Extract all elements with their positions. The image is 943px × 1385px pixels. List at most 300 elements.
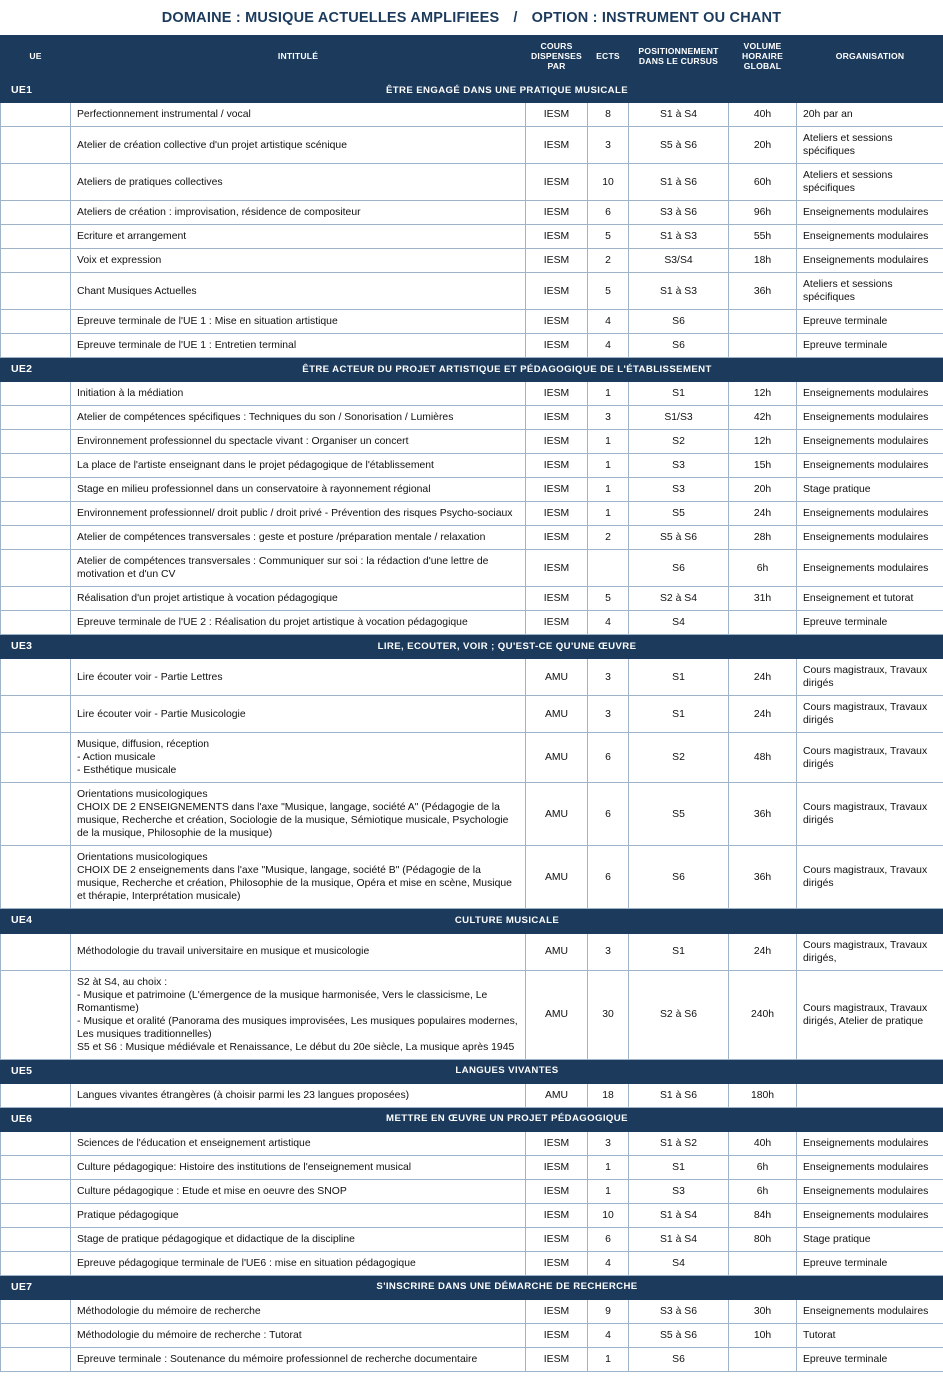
cell-ects: 9 (588, 1299, 629, 1323)
cell-organisation: Cours magistraux, Travaux dirigés (797, 783, 943, 846)
cell-dispense: IESM (526, 454, 588, 478)
row-ue-spacer (1, 127, 71, 164)
cell-organisation: Enseignements modulaires (797, 1299, 943, 1323)
cell-organisation: Enseignement et tutorat (797, 587, 943, 611)
cell-intitule: Epreuve terminale de l'UE 1 : Mise en situation artistique (71, 310, 526, 334)
ue-group-title: CULTURE MUSICALE (71, 909, 943, 933)
cell-organisation: Enseignements modulaires (797, 382, 943, 406)
cell-volume: 15h (729, 454, 797, 478)
cell-ects: 2 (588, 249, 629, 273)
ue-group-title: LIRE, ECOUTER, VOIR ; QU'EST-CE QU'UNE ŒUVRE (71, 635, 943, 659)
cell-intitule: Musique, diffusion, réception - Action musicale - Esthétique musicale (71, 733, 526, 783)
curriculum-table (0, 35, 943, 1372)
cell-ects: 1 (588, 430, 629, 454)
cell-position: S3 (629, 478, 729, 502)
cell-intitule: Culture pédagogique: Histoire des institutions de l'enseignement musical (71, 1155, 526, 1179)
cell-organisation: Enseignements modulaires (797, 1131, 943, 1155)
cell-position: S1 (629, 382, 729, 406)
ue-group-title: ÊTRE ACTEUR DU PROJET ARTISTIQUE ET PÉDAGOGIQUE DE L'ÉTABLISSEMENT (71, 358, 943, 382)
cell-intitule: Orientations musicologiques CHOIX DE 2 ENSEIGNEMENTS dans l'axe "Musique, langage, société A" (Pédagogie de la musique, Recherche et création, Sociologie de la musique, Sémiotique musicale, Psychologie de la musique, Philosophie de la musique) (71, 783, 526, 846)
cell-dispense: IESM (526, 225, 588, 249)
cell-position: S1/S3 (629, 406, 729, 430)
row-ue-spacer (1, 526, 71, 550)
cell-ects: 1 (588, 502, 629, 526)
cell-intitule: Pratique pédagogique (71, 1203, 526, 1227)
row-ue-spacer (1, 1299, 71, 1323)
table-row (1, 659, 943, 696)
cell-intitule: Perfectionnement instrumental / vocal (71, 103, 526, 127)
ue-group-row (1, 635, 943, 659)
cell-intitule: Ateliers de création : improvisation, résidence de compositeur (71, 201, 526, 225)
cell-volume (729, 1347, 797, 1371)
row-ue-spacer (1, 225, 71, 249)
cell-intitule: Lire écouter voir - Partie Musicologie (71, 696, 526, 733)
cell-dispense: AMU (526, 1083, 588, 1107)
cell-volume (729, 611, 797, 635)
cell-position: S1 à S4 (629, 103, 729, 127)
cell-intitule: Atelier de compétences transversales : geste et posture /préparation mentale / relaxation (71, 526, 526, 550)
table-row (1, 733, 943, 783)
row-ue-spacer (1, 933, 71, 970)
cell-ects: 1 (588, 454, 629, 478)
cell-volume: 36h (729, 846, 797, 909)
cell-organisation: Cours magistraux, Travaux dirigés, Atelier de pratique (797, 970, 943, 1059)
cell-position: S1 (629, 1155, 729, 1179)
table-row (1, 406, 943, 430)
cell-dispense: IESM (526, 1155, 588, 1179)
row-ue-spacer (1, 1251, 71, 1275)
ue-group-code: UE6 (1, 1107, 71, 1131)
table-row (1, 249, 943, 273)
cell-ects: 6 (588, 783, 629, 846)
row-ue-spacer (1, 103, 71, 127)
cell-organisation: Epreuve terminale (797, 1251, 943, 1275)
cell-organisation: Ateliers et sessions spécifiques (797, 127, 943, 164)
row-ue-spacer (1, 430, 71, 454)
ue-group-title: S'INSCRIRE DANS UNE DÉMARCHE DE RECHERCHE (71, 1275, 943, 1299)
cell-dispense: IESM (526, 1131, 588, 1155)
cell-organisation: Stage pratique (797, 1227, 943, 1251)
cell-ects: 5 (588, 273, 629, 310)
cell-ects: 4 (588, 1323, 629, 1347)
cell-organisation: 20h par an (797, 103, 943, 127)
cell-position: S1 à S6 (629, 1083, 729, 1107)
cell-organisation: Epreuve terminale (797, 611, 943, 635)
table-row (1, 1083, 943, 1107)
cell-intitule: Atelier de création collective d'un projet artistique scénique (71, 127, 526, 164)
column-header-position (629, 36, 729, 79)
cell-intitule: Langues vivantes étrangères (à choisir parmi les 23 langues proposées) (71, 1083, 526, 1107)
cell-dispense: IESM (526, 430, 588, 454)
cell-volume: 96h (729, 201, 797, 225)
cell-intitule: Voix et expression (71, 249, 526, 273)
cell-ects: 10 (588, 164, 629, 201)
cell-dispense: IESM (526, 1299, 588, 1323)
ue-group-title: ÊTRE ENGAGÉ DANS UNE PRATIQUE MUSICALE (71, 79, 943, 103)
cell-volume: 42h (729, 406, 797, 430)
ue-group-title: METTRE EN ŒUVRE UN PROJET PÉDAGOGIQUE (71, 1107, 943, 1131)
row-ue-spacer (1, 1179, 71, 1203)
cell-volume: 48h (729, 733, 797, 783)
cell-ects: 5 (588, 225, 629, 249)
table-row (1, 696, 943, 733)
cell-position: S5 (629, 502, 729, 526)
column-header-organisation: ORGANISATION (797, 36, 943, 79)
table-row (1, 933, 943, 970)
cell-organisation: Tutorat (797, 1323, 943, 1347)
cell-organisation: Enseignements modulaires (797, 454, 943, 478)
row-ue-spacer (1, 478, 71, 502)
cell-position: S5 à S6 (629, 526, 729, 550)
table-row (1, 430, 943, 454)
cell-ects: 3 (588, 933, 629, 970)
cell-position: S1 à S6 (629, 164, 729, 201)
cell-position: S1 à S2 (629, 1131, 729, 1155)
cell-position: S6 (629, 334, 729, 358)
table-row (1, 550, 943, 587)
cell-intitule: Atelier de compétences transversales : Communiquer sur soi : la rédaction d'une lettre de motivation et d'un CV (71, 550, 526, 587)
cell-position: S3/S4 (629, 249, 729, 273)
cell-volume: 24h (729, 933, 797, 970)
cell-dispense: IESM (526, 526, 588, 550)
cell-dispense: IESM (526, 611, 588, 635)
cell-intitule: Orientations musicologiques CHOIX DE 2 enseignements dans l'axe "Musique, langage, société B" (Pédagogie de la musique, Recherche et création, Philosophie de la musique, Opéra et mise en scène, Musique et thérapie, Interprétation musicale) (71, 846, 526, 909)
cell-ects: 1 (588, 478, 629, 502)
ue-group-code: UE1 (1, 79, 71, 103)
table-row (1, 1299, 943, 1323)
cell-volume: 12h (729, 430, 797, 454)
cell-organisation: Enseignements modulaires (797, 249, 943, 273)
cell-dispense: IESM (526, 587, 588, 611)
cell-dispense: IESM (526, 273, 588, 310)
cell-ects: 4 (588, 334, 629, 358)
cell-intitule: Méthodologie du mémoire de recherche (71, 1299, 526, 1323)
row-ue-spacer (1, 970, 71, 1059)
cell-dispense: IESM (526, 502, 588, 526)
row-ue-spacer (1, 310, 71, 334)
cell-position: S2 à S6 (629, 970, 729, 1059)
table-body (1, 79, 943, 1372)
ue-group-row (1, 1275, 943, 1299)
cell-dispense: IESM (526, 127, 588, 164)
cell-intitule: S2 àt S4, au choix : - Musique et patrimoine (L'émergence de la musique harmonisée, Vers le classicisme, Le Romantisme) - Musique et oralité (Panorama des musiques improvisées, Les musiques populaires modernes, Les musiques traditionnelles) S5 et S6 : Musique médiévale et Renaissance, Le début du 20e siècle, La musique après 1945 (71, 970, 526, 1059)
cell-intitule: Lire écouter voir - Partie Lettres (71, 659, 526, 696)
cell-dispense: IESM (526, 310, 588, 334)
cell-ects: 3 (588, 1131, 629, 1155)
cell-organisation: Cours magistraux, Travaux dirigés (797, 733, 943, 783)
table-header-row (1, 36, 943, 79)
column-header-volume-line1: VOLUME (743, 41, 782, 52)
cell-dispense: AMU (526, 846, 588, 909)
cell-volume: 20h (729, 127, 797, 164)
cell-organisation: Cours magistraux, Travaux dirigés (797, 659, 943, 696)
column-header-dispense-line3: PAR (547, 61, 566, 72)
cell-volume (729, 310, 797, 334)
cell-organisation: Enseignements modulaires (797, 502, 943, 526)
cell-organisation: Enseignements modulaires (797, 1179, 943, 1203)
table-head (1, 36, 943, 79)
cell-organisation: Ateliers et sessions spécifiques (797, 273, 943, 310)
cell-intitule: Environnement professionnel du spectacle vivant : Organiser un concert (71, 430, 526, 454)
cell-ects: 30 (588, 970, 629, 1059)
cell-position: S1 à S4 (629, 1203, 729, 1227)
cell-position: S6 (629, 310, 729, 334)
cell-volume: 24h (729, 502, 797, 526)
cell-dispense: AMU (526, 733, 588, 783)
row-ue-spacer (1, 502, 71, 526)
cell-intitule: Méthodologie du mémoire de recherche : Tutorat (71, 1323, 526, 1347)
row-ue-spacer (1, 550, 71, 587)
cell-position: S1 (629, 659, 729, 696)
column-header-ue: UE (1, 36, 71, 79)
row-ue-spacer (1, 164, 71, 201)
cell-volume: 40h (729, 1131, 797, 1155)
cell-position: S6 (629, 846, 729, 909)
cell-ects: 1 (588, 1155, 629, 1179)
ue-group-code: UE7 (1, 1275, 71, 1299)
cell-dispense: IESM (526, 1347, 588, 1371)
cell-organisation: Cours magistraux, Travaux dirigés (797, 846, 943, 909)
ue-group-row (1, 1059, 943, 1083)
table-row (1, 1347, 943, 1371)
cell-ects: 8 (588, 103, 629, 127)
row-ue-spacer (1, 406, 71, 430)
cell-intitule: Epreuve terminale de l'UE 1 : Entretien terminal (71, 334, 526, 358)
cell-volume: 6h (729, 550, 797, 587)
row-ue-spacer (1, 1155, 71, 1179)
column-header-ects: ECTS (588, 36, 629, 79)
row-ue-spacer (1, 611, 71, 635)
cell-dispense: AMU (526, 696, 588, 733)
cell-volume: 18h (729, 249, 797, 273)
cell-position: S6 (629, 1347, 729, 1371)
cell-volume: 30h (729, 1299, 797, 1323)
table-row (1, 1131, 943, 1155)
cell-dispense: IESM (526, 1203, 588, 1227)
cell-dispense: AMU (526, 970, 588, 1059)
cell-volume: 36h (729, 783, 797, 846)
cell-organisation: Stage pratique (797, 478, 943, 502)
cell-ects: 10 (588, 1203, 629, 1227)
column-header-dispense-line2: DISPENSES (531, 51, 582, 62)
column-header-intitule: INTITULÉ (71, 36, 526, 79)
cell-ects: 18 (588, 1083, 629, 1107)
cell-position: S2 à S4 (629, 587, 729, 611)
cell-organisation: Epreuve terminale (797, 310, 943, 334)
cell-volume: 36h (729, 273, 797, 310)
cell-dispense: AMU (526, 933, 588, 970)
cell-dispense: IESM (526, 164, 588, 201)
row-ue-spacer (1, 783, 71, 846)
table-row (1, 334, 943, 358)
cell-intitule: Epreuve terminale : Soutenance du mémoire professionnel de recherche documentaire (71, 1347, 526, 1371)
ue-group-code: UE2 (1, 358, 71, 382)
cell-intitule: Méthodologie du travail universitaire en musique et musicologie (71, 933, 526, 970)
cell-position: S2 (629, 733, 729, 783)
cell-ects: 3 (588, 659, 629, 696)
cell-organisation: Epreuve terminale (797, 1347, 943, 1371)
cell-position: S4 (629, 611, 729, 635)
row-ue-spacer (1, 273, 71, 310)
column-header-position-line2: DANS LE CURSUS (638, 56, 719, 67)
table-row (1, 587, 943, 611)
cell-position: S4 (629, 1251, 729, 1275)
table-row (1, 970, 943, 1059)
row-ue-spacer (1, 1347, 71, 1371)
row-ue-spacer (1, 733, 71, 783)
cell-volume: 12h (729, 382, 797, 406)
cell-volume: 180h (729, 1083, 797, 1107)
cell-intitule: Réalisation d'un projet artistique à vocation pédagogique (71, 587, 526, 611)
row-ue-spacer (1, 1227, 71, 1251)
cell-volume: 55h (729, 225, 797, 249)
cell-ects: 4 (588, 1251, 629, 1275)
cell-intitule: Initiation à la médiation (71, 382, 526, 406)
cell-organisation: Epreuve terminale (797, 334, 943, 358)
cell-ects: 6 (588, 733, 629, 783)
cell-volume: 40h (729, 103, 797, 127)
row-ue-spacer (1, 201, 71, 225)
table-row (1, 611, 943, 635)
table-row (1, 526, 943, 550)
cell-position: S3 à S6 (629, 201, 729, 225)
cell-ects: 3 (588, 127, 629, 164)
ue-group-row (1, 358, 943, 382)
page-title-domain: DOMAINE : MUSIQUE ACTUELLES AMPLIFIEES (161, 10, 500, 26)
cell-ects: 4 (588, 611, 629, 635)
cell-position: S1 (629, 933, 729, 970)
cell-volume (729, 334, 797, 358)
cell-intitule: Epreuve pédagogique terminale de l'UE6 : mise en situation pédagogique (71, 1251, 526, 1275)
ue-group-row (1, 909, 943, 933)
cell-organisation: Enseignements modulaires (797, 550, 943, 587)
ue-group-code: UE4 (1, 909, 71, 933)
table-row (1, 502, 943, 526)
row-ue-spacer (1, 1131, 71, 1155)
table-row (1, 103, 943, 127)
table-row (1, 273, 943, 310)
cell-ects: 1 (588, 1179, 629, 1203)
row-ue-spacer (1, 334, 71, 358)
cell-dispense: IESM (526, 406, 588, 430)
cell-dispense: AMU (526, 783, 588, 846)
row-ue-spacer (1, 1083, 71, 1107)
cell-position: S2 (629, 430, 729, 454)
table-row (1, 454, 943, 478)
table-row (1, 478, 943, 502)
cell-ects: 6 (588, 1227, 629, 1251)
row-ue-spacer (1, 454, 71, 478)
cell-position: S5 à S6 (629, 127, 729, 164)
table-row (1, 1203, 943, 1227)
cell-position: S1 à S4 (629, 1227, 729, 1251)
ue-group-row (1, 79, 943, 103)
cell-dispense: IESM (526, 1179, 588, 1203)
cell-position: S5 (629, 783, 729, 846)
cell-dispense: IESM (526, 478, 588, 502)
cell-volume: 24h (729, 696, 797, 733)
table-row (1, 846, 943, 909)
cell-volume: 80h (729, 1227, 797, 1251)
cell-ects: 3 (588, 696, 629, 733)
column-header-volume (729, 36, 797, 79)
ue-group-code: UE3 (1, 635, 71, 659)
cell-dispense: IESM (526, 550, 588, 587)
cell-intitule: Atelier de compétences spécifiques : Techniques du son / Sonorisation / Lumières (71, 406, 526, 430)
cell-dispense: AMU (526, 659, 588, 696)
cell-organisation: Enseignements modulaires (797, 1155, 943, 1179)
cell-organisation: Cours magistraux, Travaux dirigés, (797, 933, 943, 970)
cell-volume: 240h (729, 970, 797, 1059)
cell-organisation: Enseignements modulaires (797, 526, 943, 550)
column-header-position-line1: POSITIONNEMENT (638, 46, 719, 57)
cell-organisation: Enseignements modulaires (797, 201, 943, 225)
cell-intitule: Ateliers de pratiques collectives (71, 164, 526, 201)
table-row (1, 127, 943, 164)
column-header-volume-line3: GLOBAL (743, 61, 782, 72)
cell-dispense: IESM (526, 1227, 588, 1251)
cell-organisation: Enseignements modulaires (797, 406, 943, 430)
cell-intitule: Epreuve terminale de l'UE 2 : Réalisation du projet artistique à vocation pédagogique (71, 611, 526, 635)
cell-volume: 6h (729, 1179, 797, 1203)
cell-position: S5 à S6 (629, 1323, 729, 1347)
cell-position: S6 (629, 550, 729, 587)
ue-group-code: UE5 (1, 1059, 71, 1083)
row-ue-spacer (1, 846, 71, 909)
cell-position: S3 (629, 454, 729, 478)
cell-organisation: Enseignements modulaires (797, 1203, 943, 1227)
page-title-separator: / (513, 10, 518, 26)
column-header-dispense (526, 36, 588, 79)
cell-ects: 2 (588, 526, 629, 550)
cell-dispense: IESM (526, 1323, 588, 1347)
table-row (1, 201, 943, 225)
cell-position: S3 (629, 1179, 729, 1203)
cell-position: S1 à S3 (629, 225, 729, 249)
column-header-volume-line2: HORAIRE (741, 51, 784, 62)
cell-organisation: Cours magistraux, Travaux dirigés (797, 696, 943, 733)
cell-intitule: Sciences de l'éducation et enseignement artistique (71, 1131, 526, 1155)
cell-position: S1 (629, 696, 729, 733)
cell-intitule: Ecriture et arrangement (71, 225, 526, 249)
row-ue-spacer (1, 382, 71, 406)
row-ue-spacer (1, 587, 71, 611)
cell-intitule: Culture pédagogique : Etude et mise en oeuvre des SNOP (71, 1179, 526, 1203)
cell-volume: 31h (729, 587, 797, 611)
cell-intitule: Stage en milieu professionnel dans un conservatoire à rayonnement régional (71, 478, 526, 502)
table-row (1, 1251, 943, 1275)
cell-volume: 84h (729, 1203, 797, 1227)
cell-ects: 6 (588, 846, 629, 909)
row-ue-spacer (1, 249, 71, 273)
cell-ects: 1 (588, 1347, 629, 1371)
cell-ects: 4 (588, 310, 629, 334)
cell-intitule: La place de l'artiste enseignant dans le projet pédagogique de l'établissement (71, 454, 526, 478)
cell-volume: 10h (729, 1323, 797, 1347)
cell-ects: 6 (588, 201, 629, 225)
cell-intitule: Stage de pratique pédagogique et didactique de la discipline (71, 1227, 526, 1251)
cell-ects (588, 550, 629, 587)
cell-dispense: IESM (526, 334, 588, 358)
cell-volume: 28h (729, 526, 797, 550)
table-row (1, 1227, 943, 1251)
column-header-dispense-line1: COURS (540, 41, 573, 52)
page-title-option: OPTION : INSTRUMENT OU CHANT (531, 10, 782, 26)
table-row (1, 783, 943, 846)
cell-volume: 60h (729, 164, 797, 201)
cell-volume: 6h (729, 1155, 797, 1179)
row-ue-spacer (1, 1203, 71, 1227)
